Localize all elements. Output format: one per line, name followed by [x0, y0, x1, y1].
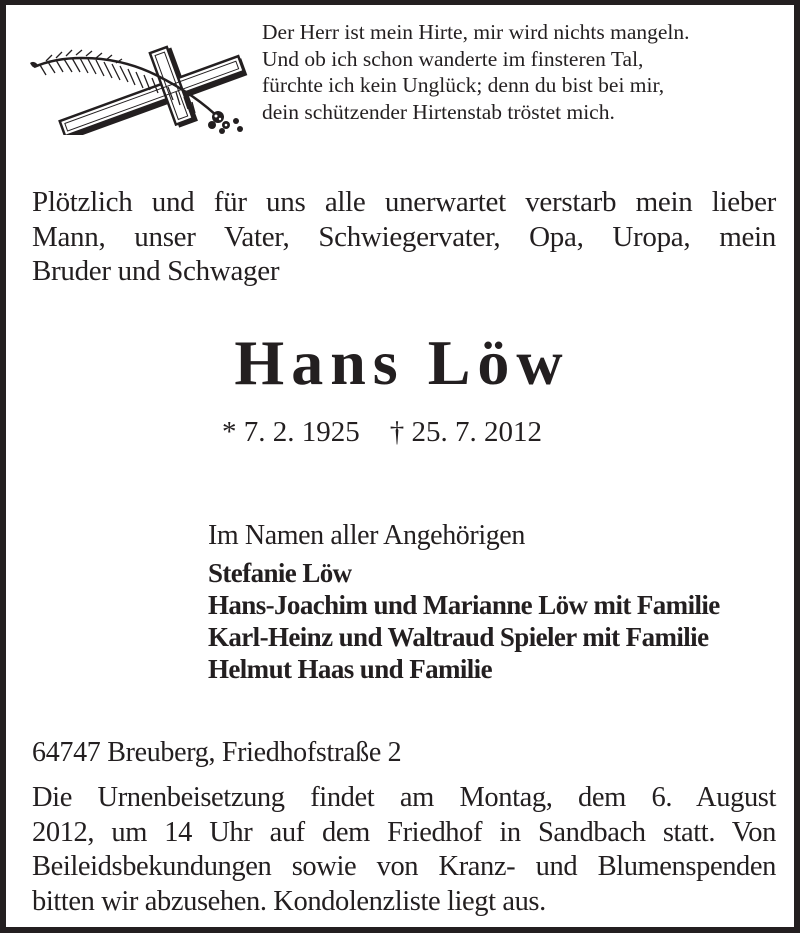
intro-paragraph [32, 185, 776, 289]
obituary-notice [6, 5, 794, 927]
intro-line: Bruder und Schwager [32, 255, 280, 287]
life-dates [222, 414, 542, 450]
birth-date: * 7. 2. 1925 [222, 416, 360, 448]
verse-line: dein schützender Hirtenstab tröstet mich. [262, 99, 615, 124]
mourner-name: Helmut Haas und Familie [208, 654, 492, 684]
notice-line: Die Urnenbeisetzung findet am Montag, dem 6. August [32, 782, 776, 813]
death-date: † 25. 7. 2012 [389, 416, 542, 448]
verse-line: Der Herr ist mein Hirte, mir wird nichts mangeln. [262, 20, 690, 44]
deceased-name: Hans Löw [234, 327, 570, 398]
address: 64747 Breuberg, Friedhofstraße 2 [32, 737, 402, 768]
notice-line: Beileidsbekundungen sowie von Kranz- und Blumenspenden [32, 851, 776, 882]
cross-with-palm-frond-icon [26, 45, 251, 135]
funeral-notice [32, 781, 776, 919]
psalm-verse [262, 19, 690, 125]
intro-line: Plötzlich und für uns alle unerwartet verstarb mein lieber [32, 186, 776, 218]
mourner-name: Karl-Heinz und Waltraud Spieler mit Familie [208, 622, 709, 652]
verse-line: fürchte ich kein Unglück; denn du bist bei mir, [262, 73, 665, 97]
mourners-intro: Im Namen aller Angehörigen [208, 520, 525, 551]
notice-line: bitten wir abzusehen. Kondolenzliste liegt aus. [32, 885, 546, 917]
mourner-name: Hans-Joachim und Marianne Löw mit Familie [208, 590, 720, 620]
verse-line: Und ob ich schon wanderte im finsteren Tal, [262, 46, 644, 71]
notice-line: 2012, um 14 Uhr auf dem Friedhof in Sandbach statt. Von [32, 816, 776, 848]
mourner-name: Stefanie Löw [208, 558, 352, 588]
intro-line: Mann, unser Vater, Schwiegervater, Opa, Uropa, mein [32, 220, 776, 253]
mourners-block [208, 519, 720, 685]
